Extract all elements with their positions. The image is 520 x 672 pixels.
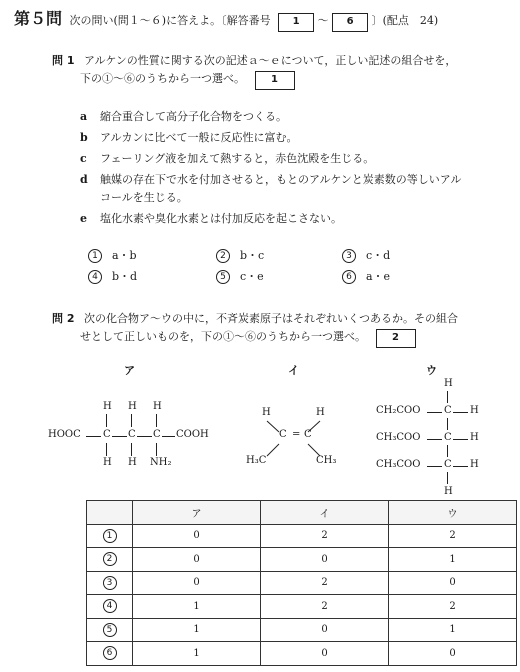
atom-c: C bbox=[444, 405, 452, 416]
row-number-cell bbox=[87, 642, 133, 666]
bond bbox=[131, 443, 132, 456]
table-row[interactable] bbox=[87, 642, 517, 666]
q1-statement-b bbox=[80, 129, 298, 145]
table-cell: 0 bbox=[133, 571, 261, 595]
bond bbox=[427, 466, 442, 467]
atom-c: C bbox=[444, 459, 452, 470]
choice-text: b・d bbox=[112, 270, 138, 283]
choice-number: 3 bbox=[342, 249, 356, 263]
atom-c: C bbox=[153, 429, 161, 440]
answer-table bbox=[86, 500, 517, 666]
table-cell: 0 bbox=[133, 548, 261, 572]
answer-box-start: 1 bbox=[278, 13, 314, 32]
group-mid: CH₃COO bbox=[376, 432, 421, 443]
q2-text-line2: せとして正しいものを，下の①～⑥のうちから一つ選べ。 bbox=[80, 330, 366, 343]
q1-choice-4[interactable] bbox=[88, 268, 137, 284]
table-cell: 2 bbox=[261, 524, 389, 548]
row-number: 5 bbox=[103, 623, 117, 637]
group-bottom: CH₃COO bbox=[376, 459, 421, 470]
q1-label: 問 1 bbox=[52, 54, 75, 67]
atom-c: C bbox=[128, 429, 136, 440]
section-instruction: 次の問い(問１～６)に答えよ。〔解答番号 bbox=[69, 14, 271, 27]
table-cell: 2 bbox=[389, 524, 517, 548]
group-hooc: HOOC bbox=[48, 429, 81, 440]
bond bbox=[447, 418, 448, 430]
q1-statement-a bbox=[80, 108, 287, 124]
q2-label: 問 2 bbox=[52, 312, 75, 325]
statement-key: c bbox=[80, 152, 87, 165]
bond bbox=[453, 439, 468, 440]
choice-text: b・c bbox=[240, 249, 265, 262]
q1-choice-1[interactable] bbox=[88, 247, 137, 263]
statement-text: 触媒の存在下で水を付加させると，もとのアルケンと炭素数の等しいアル bbox=[100, 173, 462, 186]
table-row[interactable] bbox=[87, 595, 517, 619]
q1-text-line2: 下の①～⑥のうちから一つ選べ。 bbox=[80, 72, 245, 85]
statement-key: a bbox=[80, 110, 88, 123]
table-header-row bbox=[87, 501, 517, 525]
atom-h: H bbox=[470, 432, 479, 443]
compound-label-i: イ bbox=[288, 364, 299, 377]
bond bbox=[131, 414, 132, 427]
q2-prompt-cont bbox=[80, 328, 416, 348]
q1-statement-e bbox=[80, 210, 342, 226]
table-cell: 1 bbox=[133, 595, 261, 619]
statement-key: b bbox=[80, 131, 88, 144]
atom-h: H bbox=[470, 459, 479, 470]
choice-number: 6 bbox=[342, 270, 356, 284]
table-row[interactable] bbox=[87, 548, 517, 572]
table-cell: 2 bbox=[261, 595, 389, 619]
row-number-cell bbox=[87, 595, 133, 619]
answer-box-end: 6 bbox=[332, 13, 368, 32]
bond bbox=[86, 436, 101, 437]
bond bbox=[427, 412, 442, 413]
table-cell: 0 bbox=[261, 642, 389, 666]
compound-label-a: ア bbox=[124, 364, 135, 377]
bond bbox=[137, 436, 152, 437]
q2-prompt bbox=[52, 310, 458, 326]
group-h3c: H₃C bbox=[246, 455, 267, 466]
table-cell: 0 bbox=[261, 618, 389, 642]
row-number: 4 bbox=[103, 599, 117, 613]
table-row[interactable] bbox=[87, 524, 517, 548]
group-nh2: NH₂ bbox=[150, 457, 172, 468]
atom-c: C bbox=[279, 429, 287, 440]
choice-number: 4 bbox=[88, 270, 102, 284]
table-row[interactable] bbox=[87, 571, 517, 595]
table-cell: 0 bbox=[133, 524, 261, 548]
row-number-cell bbox=[87, 548, 133, 572]
q1-choice-6[interactable] bbox=[342, 268, 390, 284]
atom-h: H bbox=[153, 401, 162, 412]
q1-text-line1: アルケンの性質に関する次の記述ａ～ｅについて，正しい記述の組合せを， bbox=[83, 54, 457, 67]
double-bond: = bbox=[292, 429, 301, 440]
choice-number: 2 bbox=[216, 249, 230, 263]
atom-c: C bbox=[103, 429, 111, 440]
row-number-cell bbox=[87, 618, 133, 642]
row-number-cell bbox=[87, 571, 133, 595]
atom-h: H bbox=[103, 457, 112, 468]
bond bbox=[447, 391, 448, 403]
q1-answer-box: 1 bbox=[255, 71, 295, 90]
table-header-cell: イ bbox=[261, 501, 389, 525]
atom-h: H bbox=[103, 401, 112, 412]
bond bbox=[162, 436, 175, 437]
table-cell: 1 bbox=[389, 548, 517, 572]
row-number: 3 bbox=[103, 576, 117, 590]
bonds-svg bbox=[250, 418, 340, 478]
q1-choice-2[interactable] bbox=[216, 247, 264, 263]
table-cell: 0 bbox=[261, 548, 389, 572]
choice-number: 1 bbox=[88, 249, 102, 263]
atom-h: H bbox=[128, 457, 137, 468]
table-cell: 0 bbox=[389, 642, 517, 666]
choice-number: 5 bbox=[216, 270, 230, 284]
atom-h: H bbox=[316, 407, 325, 418]
bond bbox=[453, 466, 468, 467]
q2-text-line1: 次の化合物ア～ウの中に，不斉炭素原子はそれぞれいくつあるか。その組合 bbox=[83, 312, 458, 325]
row-number: 6 bbox=[103, 646, 117, 660]
bond bbox=[427, 439, 442, 440]
statement-text: アルカンに比べて一般に反応性に富む。 bbox=[100, 131, 298, 144]
row-number: 2 bbox=[103, 552, 117, 566]
compound-label-u: ウ bbox=[426, 364, 437, 377]
points-note: 〕(配点 24) bbox=[371, 14, 439, 27]
q1-choice-3[interactable] bbox=[342, 247, 390, 263]
q2-answer-box: 2 bbox=[376, 329, 416, 348]
table-header-cell: ア bbox=[133, 501, 261, 525]
choice-text: a・b bbox=[112, 249, 137, 262]
statement-key: d bbox=[80, 173, 88, 186]
table-cell: 2 bbox=[261, 571, 389, 595]
choice-text: a・e bbox=[366, 270, 391, 283]
atom-c: C bbox=[304, 429, 312, 440]
atom-h: H bbox=[128, 401, 137, 412]
choice-text: c・d bbox=[366, 249, 391, 262]
atom-h: H bbox=[262, 407, 271, 418]
bond bbox=[156, 443, 157, 456]
bond bbox=[106, 414, 107, 427]
table-cell: 0 bbox=[389, 571, 517, 595]
atom-h: H bbox=[444, 378, 453, 389]
statement-text: フェーリング液を加えて熱すると，赤色沈殿を生じる。 bbox=[100, 152, 375, 165]
statement-text: コールを生じる。 bbox=[100, 191, 188, 204]
q1-prompt-cont bbox=[80, 70, 295, 90]
table-cell: 2 bbox=[389, 595, 517, 619]
bond bbox=[453, 412, 468, 413]
q1-prompt bbox=[52, 52, 456, 68]
statement-text: 縮合重合して高分子化合物をつくる。 bbox=[100, 110, 287, 123]
bond bbox=[112, 436, 127, 437]
range-tilde: ～ bbox=[317, 14, 329, 27]
table-cell: 1 bbox=[133, 618, 261, 642]
row-number-cell bbox=[87, 524, 133, 548]
table-header-cell: ウ bbox=[389, 501, 517, 525]
group-ch3: CH₃ bbox=[316, 455, 337, 466]
group-top: CH₂COO bbox=[376, 405, 421, 416]
table-cell: 1 bbox=[133, 642, 261, 666]
q1-statement-c bbox=[80, 150, 374, 166]
atom-c: C bbox=[444, 432, 452, 443]
atom-h: H bbox=[470, 405, 479, 416]
section-title: 第５問 bbox=[14, 9, 63, 28]
row-number: 1 bbox=[103, 529, 117, 543]
bond bbox=[447, 472, 448, 484]
q1-statement-d-cont bbox=[100, 189, 188, 205]
table-cell: 1 bbox=[389, 618, 517, 642]
bond bbox=[156, 414, 157, 427]
table-header-cell bbox=[87, 501, 133, 525]
section-header bbox=[14, 6, 438, 32]
group-cooh: COOH bbox=[176, 429, 209, 440]
table-row[interactable] bbox=[87, 618, 517, 642]
choice-text: c・e bbox=[240, 270, 264, 283]
bond bbox=[447, 445, 448, 457]
q1-choice-5[interactable] bbox=[216, 268, 264, 284]
atom-h: H bbox=[444, 486, 453, 497]
statement-text: 塩化水素や臭化水素とは付加反応を起こさない。 bbox=[100, 212, 342, 225]
q1-statement-d bbox=[80, 171, 461, 187]
statement-key: e bbox=[80, 212, 87, 225]
bond bbox=[106, 443, 107, 456]
